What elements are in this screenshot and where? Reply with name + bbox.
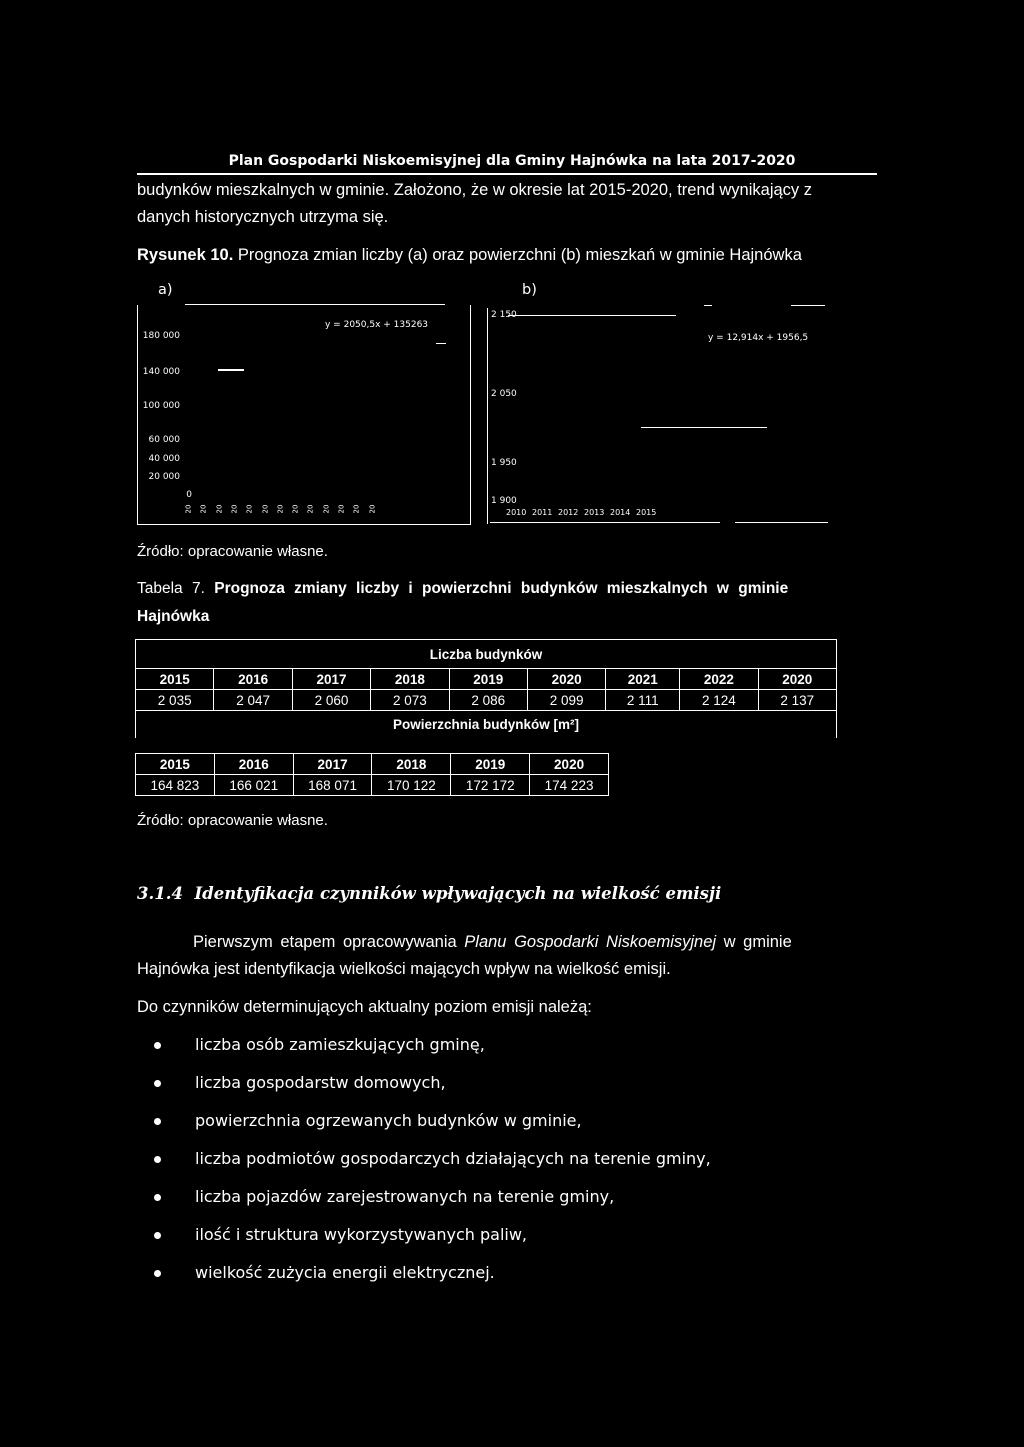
factors-intro: Do czynników determinujących aktualny poziom emisji należą: (137, 998, 592, 1016)
bullet-dot (154, 1118, 161, 1125)
chart-a-y-tick: 0 (186, 490, 192, 500)
chart-a-y-tick: 20 000 (148, 472, 180, 482)
section-paragraph-line-2: Hajnówka jest identyfikacja wielkości mających wpływ na wielkość emisji. (137, 960, 671, 978)
bullet-dot (154, 1232, 161, 1239)
count-value-cell: 2 047 (214, 690, 292, 711)
area-values-row (136, 775, 609, 796)
area-year-cell: 2020 (530, 754, 609, 775)
chart-a-x-tick: 20 (230, 504, 239, 514)
count-value-cell: 2 124 (680, 690, 758, 711)
count-value-cell: 2 060 (292, 690, 370, 711)
list-item-text: ilość i struktura wykorzystywanych paliw, (195, 1225, 528, 1244)
chart-a-y-tick: 140 000 (142, 367, 180, 377)
chart-a (137, 305, 471, 525)
chart-a-top-border (185, 304, 445, 305)
chart-a-trend-line (218, 369, 244, 371)
count-year-cell: 2020 (527, 669, 605, 690)
paragraph-text-a: Pierwszym etapem opracowywania (193, 933, 457, 951)
area-value-cell: 166 021 (214, 775, 293, 796)
area-year-cell: 2015 (136, 754, 215, 775)
table-caption-line-1 (137, 575, 877, 602)
count-year-cell: 2020 (758, 669, 836, 690)
chart-a-y-tick: 60 000 (148, 435, 180, 445)
chart-a-x-tick: 20 (352, 504, 361, 514)
count-value-cell: 2 035 (136, 690, 214, 711)
chart-b-bottom-border (490, 522, 720, 523)
chart-b-x-tick: 2011 (532, 508, 553, 517)
count-header-row (136, 640, 837, 669)
chart-b-y-tick: 1 900 (491, 496, 517, 506)
chart-b (487, 308, 828, 524)
chart-a-label: a) (158, 282, 173, 298)
bullet-dot (154, 1080, 161, 1087)
chart-b-trend-equation: y = 12,914x + 1956,5 (708, 333, 809, 343)
area-value-cell: 172 172 (451, 775, 530, 796)
list-item-text: powierzchnia ogrzewanych budynków w gminie, (195, 1111, 582, 1130)
list-item (195, 1149, 885, 1187)
intro-line-1: budynków mieszkalnych w gminie. Założono, że w okresie lat 2015-2020, trend wynikający z (137, 181, 812, 199)
count-value-cell: 2 137 (758, 690, 836, 711)
count-value-cell: 2 086 (449, 690, 527, 711)
chart-a-x-tick: 20 (199, 504, 208, 514)
area-value-cell: 170 122 (372, 775, 451, 796)
list-item-text: liczba pojazdów zarejestrowanych na terenie gminy, (195, 1187, 615, 1206)
chart-b-x-tick: 2014 (610, 508, 631, 517)
chart-a-x-tick: 20 (245, 504, 254, 514)
bullet-dot (154, 1156, 161, 1163)
paragraph-text-b: w gminie (723, 933, 792, 951)
bullet-dot (154, 1042, 161, 1049)
count-year-cell: 2022 (680, 669, 758, 690)
plan-title: Planu Gospodarki Niskoemisyjnej (464, 933, 717, 951)
chart-b-x-tick: 2013 (584, 508, 605, 517)
area-header: Powierzchnia budynków [m²] (136, 711, 837, 739)
area-year-cell: 2016 (214, 754, 293, 775)
section-paragraph-line-1 (137, 929, 877, 956)
table-caption-label: Tabela 7. (137, 580, 205, 597)
chart-a-y-tick: 100 000 (142, 401, 180, 411)
section-heading (137, 884, 877, 903)
count-values-row (136, 690, 837, 711)
count-value-cell: 2 099 (527, 690, 605, 711)
table-caption-line-2: Hajnówka (137, 608, 210, 625)
chart-b-top-border (508, 315, 676, 316)
chart-a-legend-mark (436, 343, 446, 344)
chart-a-x-tick: 20 (368, 504, 377, 514)
bullet-dot (154, 1194, 161, 1201)
count-year-cell: 2015 (136, 669, 214, 690)
chart-b-y-tick: 2 050 (491, 389, 517, 399)
chart-a-x-tick: 20 (337, 504, 346, 514)
count-header: Liczba budynków (136, 640, 837, 669)
area-years-row (136, 754, 609, 775)
chart-b-y-tick: 1 950 (491, 458, 517, 468)
chart-a-x-tick: 20 (215, 504, 224, 514)
count-year-cell: 2017 (292, 669, 370, 690)
count-year-cell: 2019 (449, 669, 527, 690)
buildings-area-table (135, 753, 609, 796)
chart-a-x-tick: 20 (291, 504, 300, 514)
count-year-cell: 2018 (371, 669, 449, 690)
list-item (195, 1111, 885, 1149)
chart-a-y-tick: 40 000 (148, 454, 180, 464)
count-value-cell: 2 111 (606, 690, 680, 711)
page-header: Plan Gospodarki Niskoemisyjnej dla Gminy Hajnówka na lata 2017-2020 (228, 153, 796, 169)
chart-b-title-mark (704, 305, 712, 306)
area-value-cell: 164 823 (136, 775, 215, 796)
area-year-cell: 2019 (451, 754, 530, 775)
figure-caption (137, 242, 877, 269)
list-item (195, 1187, 885, 1225)
chart-b-x-tick: 2010 (506, 508, 527, 517)
chart-a-y-tick: 180 000 (142, 331, 180, 341)
chart-a-x-tick: 20 (322, 504, 331, 514)
table-caption-text: Prognoza zmiany liczby i powierzchni budynków mieszkalnych w gminie (214, 580, 789, 597)
count-year-cell: 2016 (214, 669, 292, 690)
area-value-cell: 174 223 (530, 775, 609, 796)
buildings-count-table (135, 639, 837, 738)
list-item-text: liczba gospodarstw domowych, (195, 1073, 446, 1092)
figure-caption-text: Prognoza zmian liczby (a) oraz powierzchni (b) mieszkań w gminie Hajnówka (237, 246, 802, 264)
list-item (195, 1073, 885, 1111)
factors-list (195, 1035, 885, 1301)
count-value-cell: 2 073 (371, 690, 449, 711)
list-item (195, 1263, 885, 1301)
chart-a-x-tick: 20 (260, 504, 269, 514)
table-source: Źródło: opracowanie własne. (137, 812, 328, 829)
list-item-text: wielkość zużycia energii elektrycznej. (195, 1263, 495, 1282)
list-item (195, 1225, 885, 1263)
intro-line-2: danych historycznych utrzyma się. (137, 208, 389, 226)
area-header-row (136, 711, 837, 739)
bullet-dot (154, 1270, 161, 1277)
chart-b-x-tick: 2012 (558, 508, 579, 517)
chart-b-label: b) (522, 282, 537, 298)
chart-b-corner-mark (791, 305, 825, 306)
chart-b-bottom-border-2 (735, 522, 828, 523)
count-year-cell: 2021 (606, 669, 680, 690)
list-item-text: liczba osób zamieszkujących gminę, (195, 1035, 485, 1054)
header-divider (137, 173, 877, 175)
area-value-cell: 168 071 (293, 775, 372, 796)
list-item-text: liczba podmiotów gospodarczych działających na terenie gminy, (195, 1149, 711, 1168)
area-year-cell: 2018 (372, 754, 451, 775)
chart-b-trend-line (641, 427, 767, 428)
section-title: Identyfikacja czynników wpływających na wielkość emisji (194, 884, 722, 903)
chart-b-x-tick: 2015 (636, 508, 657, 517)
chart-a-x-tick: 20 (306, 504, 315, 514)
section-number: 3.1.4 (137, 884, 183, 903)
figure-source: Źródło: opracowanie własne. (137, 543, 328, 560)
figure-caption-label: Rysunek 10. (137, 246, 234, 264)
chart-a-x-tick: 20 (184, 504, 193, 514)
chart-a-trend-equation: y = 2050,5x + 135263 (325, 320, 429, 330)
area-year-cell: 2017 (293, 754, 372, 775)
count-years-row (136, 669, 837, 690)
chart-b-y-tick: 2 150 (491, 310, 517, 320)
list-item (195, 1035, 885, 1073)
chart-a-x-tick: 20 (276, 504, 285, 514)
